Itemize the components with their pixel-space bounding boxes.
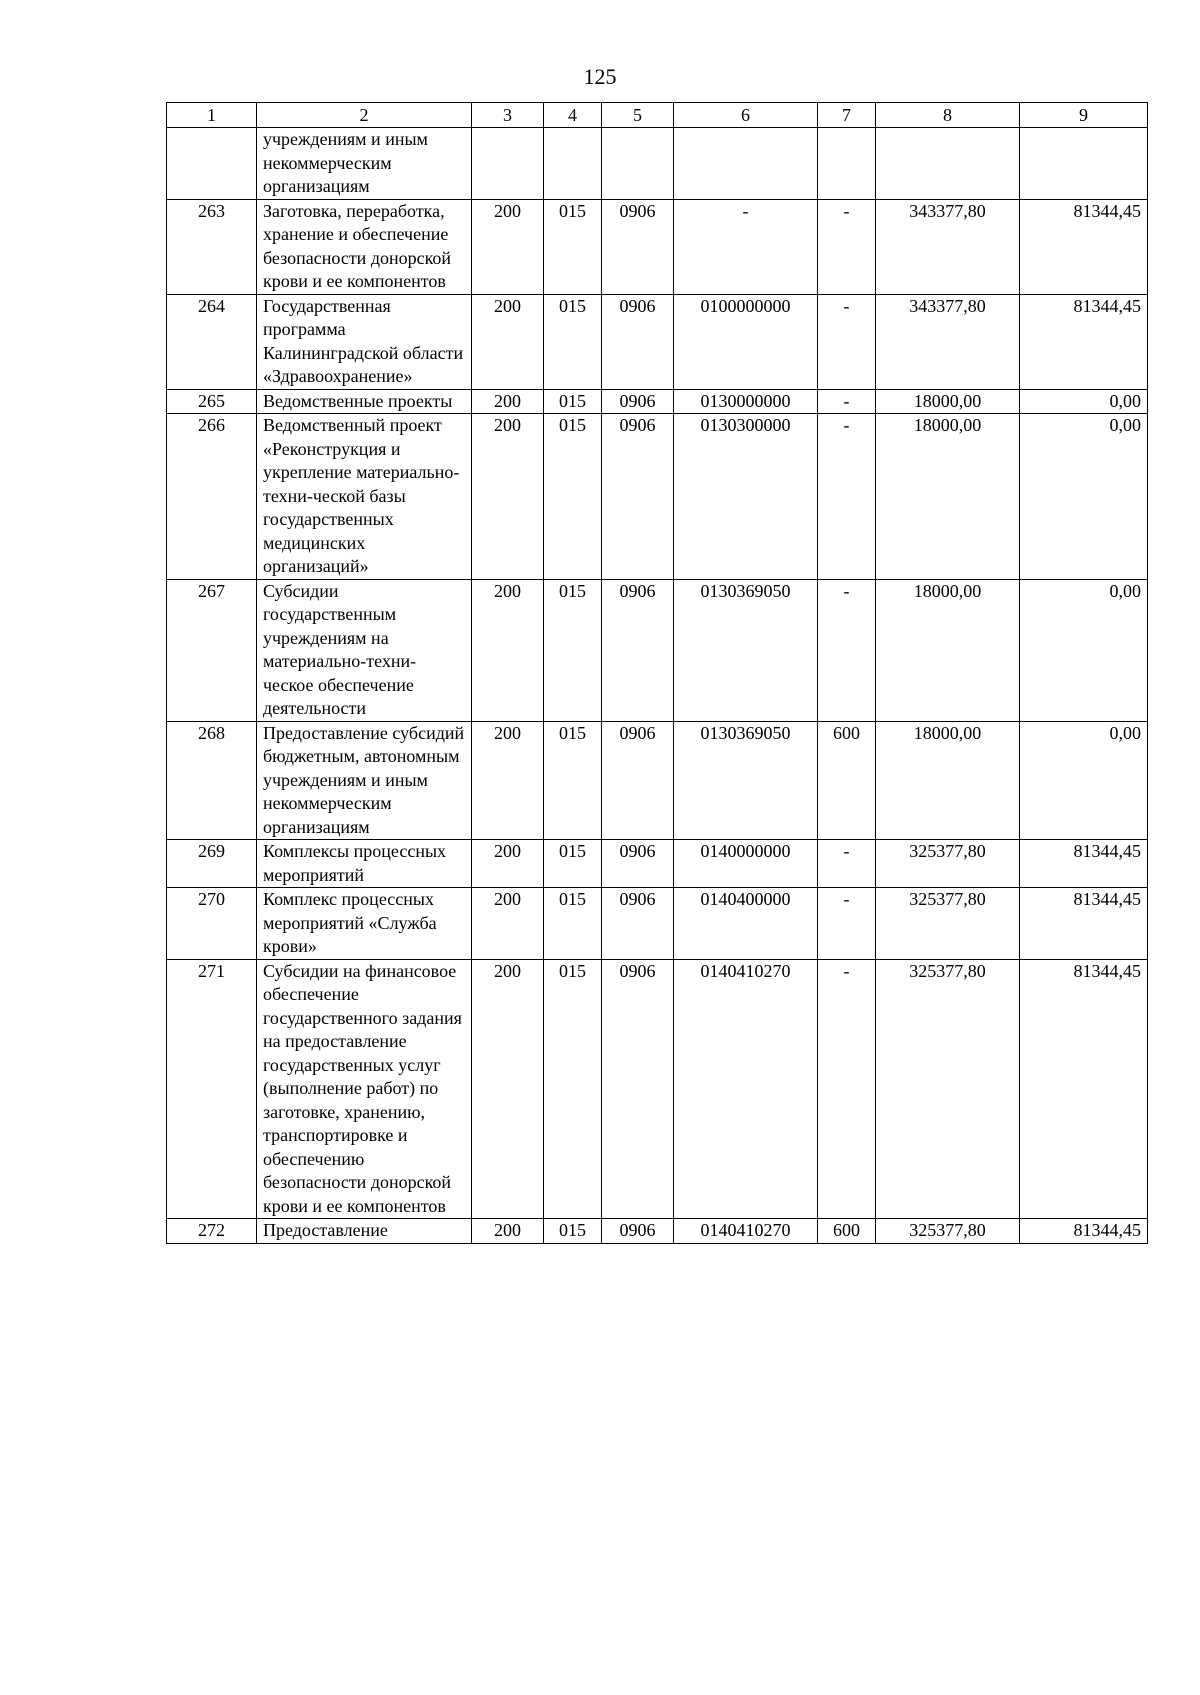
cell-col9: 81344,45 (1020, 199, 1148, 294)
cell-col8: 18000,00 (876, 414, 1020, 580)
row-number: 267 (167, 579, 257, 721)
cell-col8: 325377,80 (876, 888, 1020, 960)
row-number: 269 (167, 840, 257, 888)
cell-col4: 015 (544, 959, 602, 1219)
cell-col9: 0,00 (1020, 389, 1148, 414)
cell-col7: - (818, 959, 876, 1219)
table-row (167, 199, 1148, 294)
row-name: Комплекс процессных мероприятий «Служба крови» (257, 888, 472, 960)
row-name: Субсидии на финансовое обеспечение государственного задания на предоставление государственных услуг (выполнение работ) по заготовке, хранению, транспортировке и обеспечению безопасности донорской крови и ее компонентов (257, 959, 472, 1219)
cell-col3: 200 (472, 579, 544, 721)
cell-col5 (602, 128, 674, 200)
cell-col5: 0906 (602, 888, 674, 960)
cell-col6: 0130369050 (674, 579, 818, 721)
cell-col8: 325377,80 (876, 959, 1020, 1219)
cell-col6: 0100000000 (674, 294, 818, 389)
cell-col8: 325377,80 (876, 1219, 1020, 1244)
column-header-8: 8 (876, 103, 1020, 128)
cell-col7: - (818, 888, 876, 960)
cell-col3: 200 (472, 888, 544, 960)
cell-col4: 015 (544, 389, 602, 414)
row-name: Комплексы процессных мероприятий (257, 840, 472, 888)
cell-col3: 200 (472, 959, 544, 1219)
cell-col9: 0,00 (1020, 414, 1148, 580)
cell-col9: 81344,45 (1020, 959, 1148, 1219)
row-number: 265 (167, 389, 257, 414)
row-name: Государственная программа Калининградской области «Здравоохранение» (257, 294, 472, 389)
cell-col4: 015 (544, 1219, 602, 1244)
cell-col9: 81344,45 (1020, 840, 1148, 888)
cell-col7: - (818, 389, 876, 414)
cell-col7: - (818, 579, 876, 721)
cell-col5: 0906 (602, 579, 674, 721)
cell-col4: 015 (544, 888, 602, 960)
row-number: 264 (167, 294, 257, 389)
cell-col7: - (818, 840, 876, 888)
row-name: Ведомственные проекты (257, 389, 472, 414)
budget-table (166, 102, 1148, 1244)
cell-col5: 0906 (602, 840, 674, 888)
table-row (167, 128, 1148, 200)
row-name: Ведомственный проект «Реконструкция и укрепление материально-техни-ческой базы государственных медицинских организаций» (257, 414, 472, 580)
cell-col3: 200 (472, 389, 544, 414)
cell-col6: 0140000000 (674, 840, 818, 888)
cell-col3: 200 (472, 414, 544, 580)
column-header-5: 5 (602, 103, 674, 128)
table-row (167, 294, 1148, 389)
cell-col8: 18000,00 (876, 579, 1020, 721)
row-number: 263 (167, 199, 257, 294)
header-row (167, 103, 1148, 128)
cell-col6: 0140410270 (674, 959, 818, 1219)
column-header-7: 7 (818, 103, 876, 128)
cell-col3: 200 (472, 840, 544, 888)
table-row (167, 959, 1148, 1219)
row-number: 266 (167, 414, 257, 580)
cell-col5: 0906 (602, 721, 674, 840)
cell-col5: 0906 (602, 959, 674, 1219)
column-header-2: 2 (257, 103, 472, 128)
cell-col5: 0906 (602, 199, 674, 294)
row-number: 272 (167, 1219, 257, 1244)
cell-col6: 0140400000 (674, 888, 818, 960)
table-row (167, 840, 1148, 888)
row-name: Предоставление (257, 1219, 472, 1244)
table-row (167, 1219, 1148, 1244)
table-row (167, 579, 1148, 721)
cell-col5: 0906 (602, 414, 674, 580)
cell-col7: - (818, 294, 876, 389)
row-number: 271 (167, 959, 257, 1219)
cell-col9: 0,00 (1020, 579, 1148, 721)
cell-col6: 0130300000 (674, 414, 818, 580)
column-header-1: 1 (167, 103, 257, 128)
cell-col7: - (818, 414, 876, 580)
row-name: Предоставление субсидий бюджетным, автономным учреждениям и иным некоммерческим организациям (257, 721, 472, 840)
cell-col8 (876, 128, 1020, 200)
row-name: Субсидии государственным учреждениям на материально-техни-ческое обеспечение деятельности (257, 579, 472, 721)
cell-col6: 0140410270 (674, 1219, 818, 1244)
column-header-9: 9 (1020, 103, 1148, 128)
cell-col5: 0906 (602, 389, 674, 414)
cell-col9: 0,00 (1020, 721, 1148, 840)
cell-col4 (544, 128, 602, 200)
table-row (167, 414, 1148, 580)
cell-col9: 81344,45 (1020, 888, 1148, 960)
cell-col7: - (818, 199, 876, 294)
cell-col8: 325377,80 (876, 840, 1020, 888)
column-header-4: 4 (544, 103, 602, 128)
cell-col8: 18000,00 (876, 389, 1020, 414)
cell-col6: - (674, 199, 818, 294)
row-number (167, 128, 257, 200)
cell-col8: 18000,00 (876, 721, 1020, 840)
cell-col3: 200 (472, 199, 544, 294)
page-number: 125 (583, 64, 617, 89)
cell-col4: 015 (544, 721, 602, 840)
cell-col4: 015 (544, 294, 602, 389)
table-row (167, 721, 1148, 840)
cell-col3: 200 (472, 721, 544, 840)
cell-col7: 600 (818, 1219, 876, 1244)
cell-col4: 015 (544, 414, 602, 580)
cell-col4: 015 (544, 840, 602, 888)
cell-col6 (674, 128, 818, 200)
cell-col3: 200 (472, 1219, 544, 1244)
cell-col3 (472, 128, 544, 200)
cell-col9: 81344,45 (1020, 1219, 1148, 1244)
row-name: Заготовка, переработка, хранение и обеспечение безопасности донорской крови и ее компонентов (257, 199, 472, 294)
cell-col9: 81344,45 (1020, 294, 1148, 389)
table-row (167, 888, 1148, 960)
column-header-6: 6 (674, 103, 818, 128)
cell-col5: 0906 (602, 1219, 674, 1244)
cell-col4: 015 (544, 199, 602, 294)
row-number: 268 (167, 721, 257, 840)
column-header-3: 3 (472, 103, 544, 128)
row-number: 270 (167, 888, 257, 960)
cell-col5: 0906 (602, 294, 674, 389)
cell-col9 (1020, 128, 1148, 200)
cell-col7 (818, 128, 876, 200)
table-row (167, 389, 1148, 414)
cell-col4: 015 (544, 579, 602, 721)
cell-col8: 343377,80 (876, 294, 1020, 389)
cell-col7: 600 (818, 721, 876, 840)
row-name: учреждениям и иным некоммерческим организациям (257, 128, 472, 200)
cell-col8: 343377,80 (876, 199, 1020, 294)
cell-col6: 0130000000 (674, 389, 818, 414)
cell-col6: 0130369050 (674, 721, 818, 840)
cell-col3: 200 (472, 294, 544, 389)
